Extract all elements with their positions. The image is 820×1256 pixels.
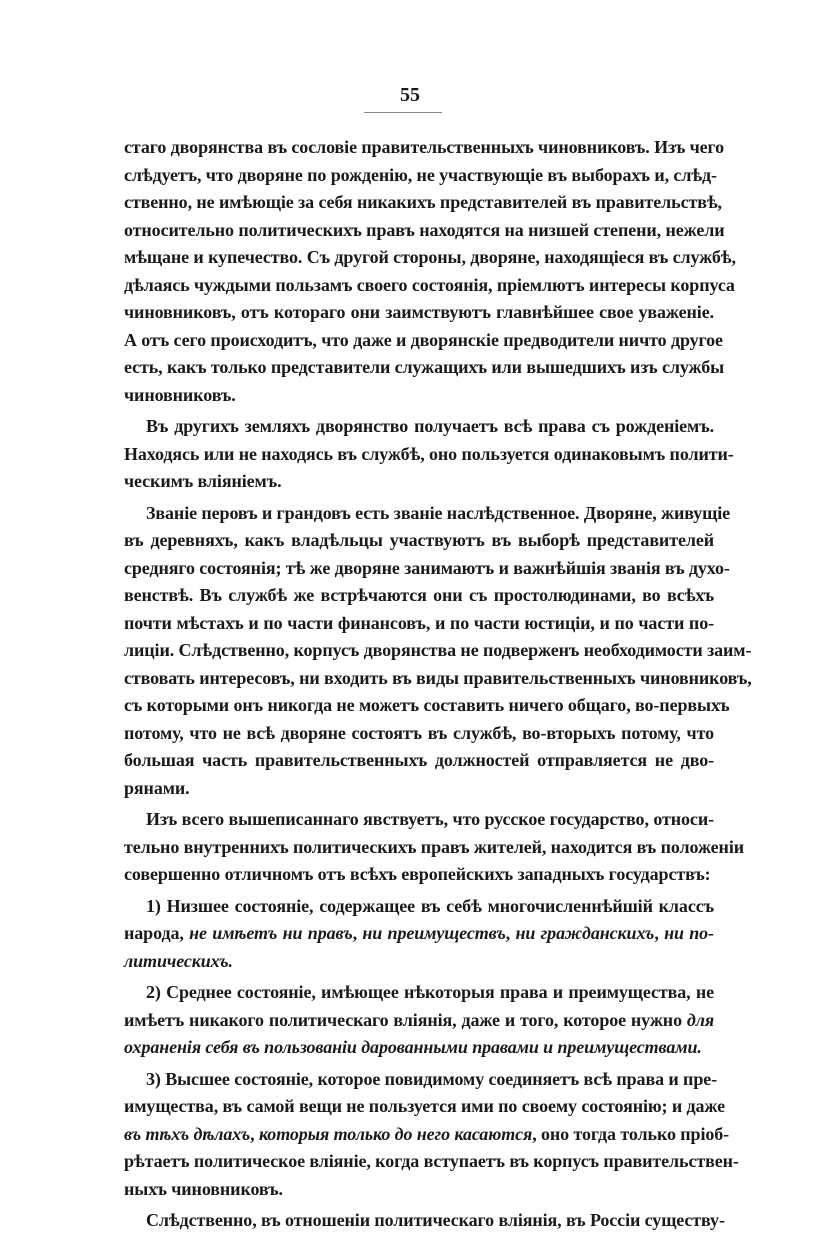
text-segment: , [654,923,665,943]
text-line [124,834,745,862]
text-segment: венствѣ. Въ службѣ же встрѣчаются они съ простолюдинами, во всѣхъ [124,585,714,605]
text-segment: слѣдуетъ, что дворяне по рожденію, не участвующіе въ выборахъ и, слѣд- [124,164,717,185]
text-line [124,162,717,190]
text-line [124,382,714,410]
text-segment: рянами. [124,777,190,798]
text-line [124,441,734,469]
text-line [124,217,725,245]
text-segment: , оно тогда только пріоб- [532,1123,730,1144]
text-segment: , [250,1123,259,1144]
text-line [124,299,714,327]
text-segment: ствовать интересовъ, ни входить въ виды правительственныхъ чиновниковъ, [124,667,752,688]
text-segment: большая часть правительственныхъ должностей отправляется не дво- [124,750,714,770]
text-line [124,189,722,217]
text-segment: дѣлаясь чуждыми пользамъ своего состоянія, пріемлютъ интересы корпуса [124,274,735,295]
italic-text: ни по- [664,923,714,943]
text-line [124,893,714,921]
text-segment: 1) Низшее состояніе, содержащее въ себѣ многочисленнѣйшій классъ [146,895,714,916]
text-segment: имущества, въ самой вещи не пользуется ими по своему состоянію; и даже [124,1096,726,1116]
paragraph [124,413,734,496]
text-segment: совершенно отличномъ отъ всѣхъ европейскихъ западныхъ государствъ: [124,864,711,884]
text-segment: стаго дворянства въ сословіе правительственныхъ чиновниковъ. Изъ чего [124,137,725,157]
text-line [124,1007,714,1035]
text-line [124,720,714,748]
paragraph [124,500,752,803]
text-segment: въ деревняхъ, какъ владѣльцы участвуютъ въ выборѣ представителей [124,530,714,550]
text-segment: Въ другихъ земляхъ дворянство получаетъ всѣ права съ рожденіемъ. [146,416,714,436]
text-line [124,1148,739,1176]
header-rule [364,112,442,113]
paragraph [124,1207,725,1235]
text-segment: относительно политическихъ правъ находятся на низшей степени, нежели [124,219,725,240]
text-line [124,582,714,610]
italic-text: литическихъ. [124,950,233,971]
italic-text: охраненія себя въ пользованіи дарованными правами и преимуществами. [124,1037,702,1057]
text-segment: народа, [124,923,190,943]
text-segment: чиновниковъ, отъ котораго они заимствуютъ главнѣйшее свое уваженіе. [124,302,714,322]
text-line [124,244,736,272]
text-segment: , [505,923,516,943]
text-line [124,134,725,162]
italic-text: ни преимуществъ [362,923,506,943]
text-line [124,637,752,665]
body-text [124,134,752,1239]
text-segment: ныхъ чиновниковъ. [124,1178,283,1199]
text-segment: тельно внутреннихъ политическихъ правъ жителей, находится въ положеніи [124,836,745,857]
text-segment: Находясь или не находясь въ службѣ, оно пользуется одинаковымъ полити- [124,443,734,464]
italic-text: въ тѣхъ дѣлахъ [124,1123,251,1144]
text-line [124,948,714,976]
italic-text: которыя только до него касаются [258,1123,533,1144]
text-segment: потому, что не всѣ дворяне состоятъ въ службѣ, во-вторыхъ потому, что [124,722,714,743]
text-line [124,1066,718,1094]
text-line [124,979,714,1007]
text-segment: имѣетъ никакого политическаго вліянія, даже и того, которое нужно [124,1009,687,1030]
text-segment: рѣтаетъ политическое вліяніе, когда вступаетъ въ корпусъ правительствен- [124,1151,739,1171]
text-line [124,500,731,528]
text-line [124,920,714,948]
paragraph [124,134,736,409]
text-segment: 3) Высшее состояніе, которое повидимому соединяетъ всѣ права и пре- [146,1068,718,1089]
text-segment: ческимъ вліяніемъ. [124,471,282,491]
text-line [124,610,714,638]
text-line [124,468,714,496]
text-segment: чиновниковъ. [124,384,236,405]
text-segment: лиціи. Слѣдственно, корпусъ дворянства не подверженъ необходимости заим- [124,640,752,660]
text-segment: Слѣдственно, въ отношеніи политическаго вліянія, въ Россіи существу- [146,1210,725,1230]
text-segment: Изъ всего вышеписаннаго явствуетъ, что русское государство, относи- [146,809,714,829]
text-line [124,1176,714,1204]
paragraph [124,893,714,976]
text-line [124,1034,714,1062]
text-segment: мѣщане и купечество. Съ другой стороны, дворяне, находящіеся въ службѣ, [124,247,736,267]
paragraph [124,1066,739,1204]
text-segment: съ которыми онъ никогда не можетъ составить ничего общаго, во-первыхъ [124,695,730,715]
text-line [124,775,714,803]
text-line [124,692,730,720]
text-segment: , [352,923,363,943]
paragraph [124,806,745,889]
text-line [124,555,730,583]
text-line [124,1093,726,1121]
text-line [124,1207,725,1235]
paragraph [124,979,714,1062]
text-segment: Званіе перовъ и грандовъ есть званіе наслѣдственное. Дворяне, живущіе [146,502,731,523]
page-number: 55 [400,84,420,106]
text-segment: А отъ сего происходитъ, что даже и дворянскіе предводители ничто другое [124,329,723,350]
text-segment: средняго состоянія; тѣ же дворяне занимаютъ и важнѣйшія званія въ духо- [124,557,730,578]
text-line [124,1121,730,1149]
text-line [124,806,714,834]
text-segment: есть, какъ только представители служащихъ или вышедшихъ изъ службы [124,357,725,377]
italic-text: не имѣетъ ни правъ [189,923,353,943]
text-segment: 2) Среднее состояніе, имѣющее нѣкоторыя права и преимущества, не [146,982,714,1002]
text-line [124,327,723,355]
text-line [124,527,714,555]
text-line [124,665,752,693]
text-line [124,413,714,441]
italic-text: для [686,1009,714,1030]
italic-text: ни гражданскихъ [515,923,655,943]
text-line [124,354,725,382]
text-segment: почти мѣстахъ и по части финансовъ, и по части юстиціи, и по части по- [124,612,714,633]
text-line [124,861,714,889]
text-line [124,747,714,775]
text-segment: ственно, не имѣющіе за себя никакихъ представителей въ правительствѣ, [124,192,722,212]
text-line [124,272,735,300]
